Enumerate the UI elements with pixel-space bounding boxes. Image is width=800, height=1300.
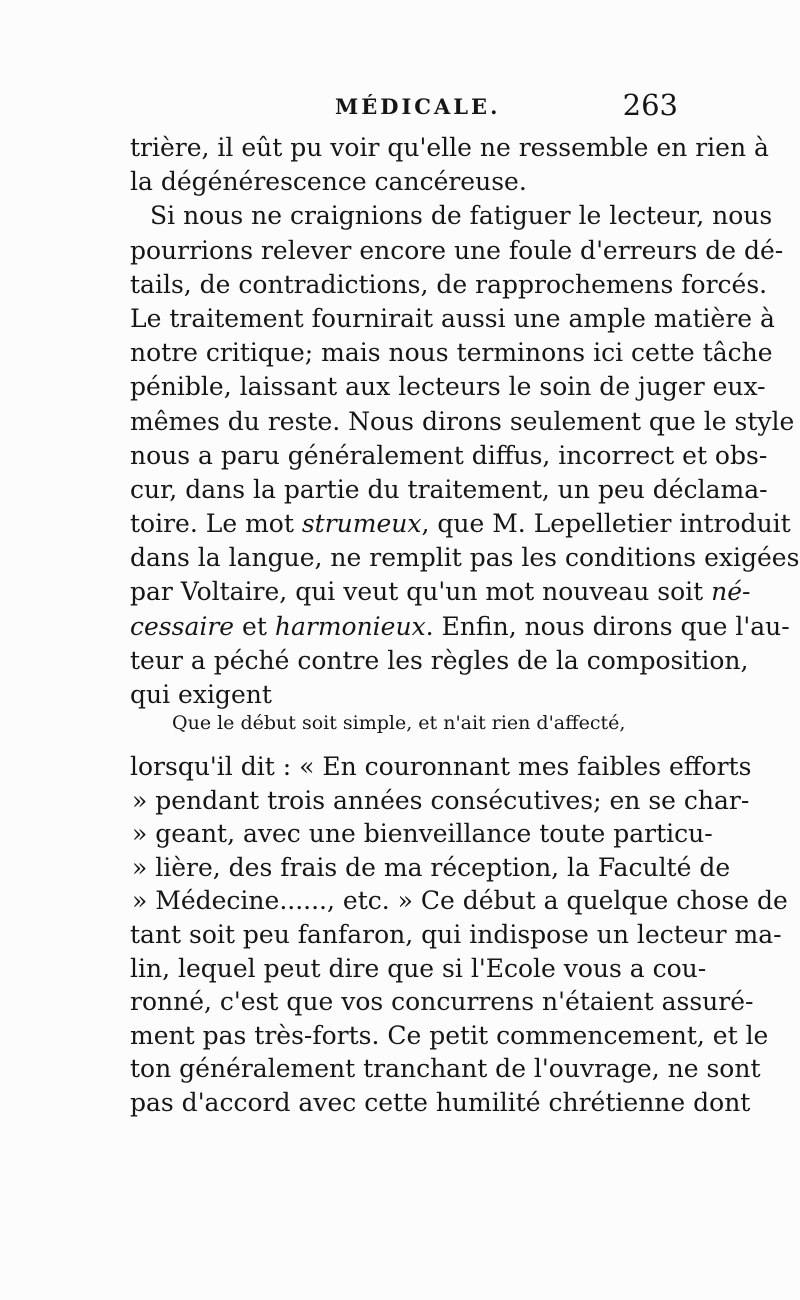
text-line: qui exigent xyxy=(130,680,272,709)
text-line: mêmes du reste. Nous dirons seulement que le style xyxy=(130,406,795,436)
text-line: ment pas très-forts. Ce petit commencement, et le xyxy=(130,1020,769,1050)
text-line: » pendant trois années consécutives; en se char- xyxy=(132,785,750,815)
text-line: cessaire et harmonieux. Enfin, nous dirons que l'au- xyxy=(130,611,790,641)
text-line: Si nous ne craignions de fatiguer le lecteur, nous xyxy=(150,201,773,231)
page-header xyxy=(130,88,678,134)
text-line: tant soit peu fanfaron, qui indispose un lecteur ma- xyxy=(130,919,782,949)
text-line: » Médecine......, etc. » Ce début a quelque chose de xyxy=(132,886,788,916)
quoted-verse: Que le début soit simple, et n'ait rien d'affecté, xyxy=(172,712,626,734)
text-line: » lière, des frais de ma réception, la Faculté de xyxy=(132,852,731,882)
text-line: pénible, laissant aux lecteurs le soin de juger eux- xyxy=(130,372,766,402)
text-line: ton généralement tranchant de l'ouvrage, ne sont xyxy=(130,1054,761,1084)
text-line: la dégénérescence cancéreuse. xyxy=(130,167,527,197)
running-head: MÉDICALE. xyxy=(335,94,501,119)
text-line: nous a paru généralement diffus, incorrect et obs- xyxy=(130,440,768,470)
text-line: dans la langue, ne remplit pas les conditions exigées xyxy=(130,543,800,573)
page-number: 263 xyxy=(622,88,678,122)
text-line: Le traitement fournirait aussi une ample matière à xyxy=(130,303,775,333)
text-line: notre critique; mais nous terminons ici cette tâche xyxy=(130,338,773,368)
text-line: » geant, avec une bienveillance toute particu- xyxy=(132,819,713,849)
text-line: lorsqu'il dit : « En couronnant mes faibles efforts xyxy=(130,752,752,781)
text-line: cur, dans la partie du traitement, un peu déclama- xyxy=(130,474,768,504)
text-line: ronné, c'est que vos concurrens n'étaient assuré- xyxy=(130,987,754,1017)
text-line: teur a péché contre les règles de la composition, xyxy=(130,645,749,675)
text-line: par Voltaire, qui veut qu'un mot nouveau soit né- xyxy=(130,577,751,607)
text-line: tails, de contradictions, de rapprochemens forcés. xyxy=(130,269,768,299)
text-line: pourrions relever encore une foule d'erreurs de dé- xyxy=(130,235,784,265)
body-text-upper xyxy=(130,131,800,712)
text-line: pas d'accord avec cette humilité chrétienne dont xyxy=(130,1087,751,1117)
text-line: toire. Le mot strumeux, que M. Lepelletier introduit xyxy=(130,509,791,539)
text-line: trière, il eût pu voir qu'elle ne ressemble en rien à xyxy=(130,133,769,162)
text-line: lin, lequel peut dire que si l'Ecole vous a cou- xyxy=(130,953,707,983)
body-text-lower xyxy=(130,750,788,1120)
